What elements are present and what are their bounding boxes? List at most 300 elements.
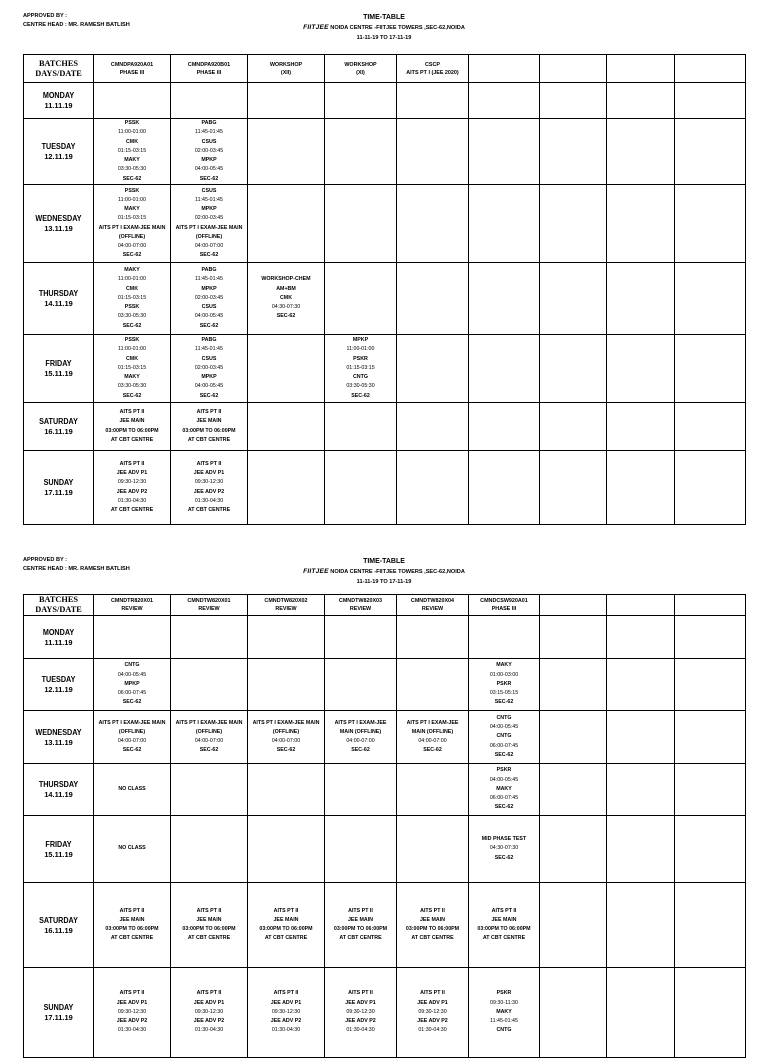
schedule-cell xyxy=(397,403,469,451)
schedule-cell xyxy=(469,185,540,263)
schedule-line: 02:00-03:45 xyxy=(194,364,224,371)
schedule-line: 01:30-04:30 xyxy=(346,1027,375,1034)
schedule-line: AT CBT CENTRE xyxy=(264,935,308,942)
schedule-cell xyxy=(607,451,675,525)
schedule-line: PSKR xyxy=(353,355,368,362)
schedule-line: 01:30-04:30 xyxy=(194,497,224,504)
schedule-line: MPKP xyxy=(352,337,369,344)
schedule-line: SEC-62 xyxy=(122,322,142,329)
schedule-line: 04:00-07:00 xyxy=(271,738,301,744)
schedule-line: 02:00-03:45 xyxy=(194,294,224,301)
batch-header xyxy=(248,595,325,616)
schedule-cell xyxy=(675,83,746,119)
schedule-line: AT CBT CENTRE xyxy=(482,935,526,942)
day-name: FRIDAY xyxy=(45,359,72,368)
schedule-line: CNTG xyxy=(496,1027,512,1034)
schedule-line: (OFFLINE) xyxy=(118,728,146,735)
day-name: SUNDAY xyxy=(43,478,74,487)
day-name: MONDAY xyxy=(42,627,75,637)
schedule-line: 03:30-05:30 xyxy=(117,313,147,320)
schedule-cell xyxy=(469,263,540,335)
schedule-cell xyxy=(397,764,469,816)
schedule-line: 09:30-11:30 xyxy=(490,999,518,1006)
schedule-line: MAKY xyxy=(496,1008,512,1015)
day-date: 16.11.19 xyxy=(44,925,73,935)
batch-phase: (XII) xyxy=(280,69,292,76)
day-date: 15.11.19 xyxy=(44,369,73,378)
schedule-cell xyxy=(607,711,675,764)
schedule-cell xyxy=(325,451,397,525)
schedule-cell xyxy=(397,335,469,403)
schedule-line: JEE ADV P2 xyxy=(270,1018,302,1025)
batch-code: CMNDTR820X01 xyxy=(111,598,153,604)
schedule-cell xyxy=(397,451,469,525)
schedule-cell xyxy=(171,185,248,263)
batch-header xyxy=(248,55,325,83)
day-name: FRIDAY xyxy=(45,839,72,849)
approved-by-label: APPROVED BY : xyxy=(23,557,68,563)
schedule-cell xyxy=(248,659,325,711)
schedule-line: JEE ADV P1 xyxy=(193,999,225,1006)
day-cell xyxy=(24,335,94,403)
schedule-cell xyxy=(325,711,397,764)
schedule-cell xyxy=(248,335,325,403)
schedule-line: SEC-62 xyxy=(423,747,442,754)
schedule-line: JEE MAIN xyxy=(196,916,222,923)
schedule-line: NO CLASS xyxy=(118,845,146,852)
day-name: THURSDAY xyxy=(38,780,79,789)
schedule-line: SEC-62 xyxy=(122,392,142,399)
centre-address: NOIDA CENTRE -FIITJEE TOWERS ,SEC-62,NOIDA xyxy=(330,569,465,575)
schedule-cell xyxy=(171,711,248,764)
batch-code: CMNDTW820X01 xyxy=(187,598,231,604)
schedule-line: AITS PT II xyxy=(196,990,222,997)
schedule-cell xyxy=(675,816,746,883)
day-row xyxy=(24,883,746,968)
schedule-cell xyxy=(248,263,325,335)
day-row xyxy=(24,816,746,883)
schedule-line: AITS PT II xyxy=(119,990,145,997)
schedule-cell xyxy=(540,883,607,968)
days-date-label: DAYS/DATE xyxy=(35,68,82,78)
schedule-cell xyxy=(607,335,675,403)
timetable-header-2 xyxy=(23,556,745,596)
schedule-cell xyxy=(675,263,746,335)
schedule-line: SEC-62 xyxy=(494,804,514,811)
schedule-cell xyxy=(171,616,248,659)
schedule-cell xyxy=(469,968,540,1058)
schedule-line: PSKR xyxy=(496,990,512,997)
day-date: 11.11.19 xyxy=(44,101,73,110)
schedule-line: JEE MAIN xyxy=(196,418,222,425)
schedule-line: AITS PT I EXAM-JEE MAIN xyxy=(252,719,320,726)
schedule-cell xyxy=(325,883,397,968)
day-cell xyxy=(24,968,94,1058)
schedule-line: 04:30-07:30 xyxy=(271,304,301,311)
date-range: 11-11-19 TO 17-11-19 xyxy=(356,579,412,585)
header-row xyxy=(24,595,746,616)
schedule-cell xyxy=(469,816,540,883)
schedule-line: CSUS xyxy=(201,187,217,194)
schedule-line: PABG xyxy=(201,267,217,274)
day-date: 14.11.19 xyxy=(44,790,73,799)
schedule-cell xyxy=(675,185,746,263)
schedule-line: CMK xyxy=(125,355,139,362)
schedule-cell xyxy=(607,185,675,263)
schedule-line: JEE MAIN xyxy=(119,916,145,923)
date-range: 11-11-19 TO 17-11-19 xyxy=(356,35,412,41)
schedule-cell xyxy=(94,816,171,883)
schedule-cell xyxy=(397,711,469,764)
day-cell xyxy=(24,403,94,451)
schedule-line: 04:00-07:00 xyxy=(346,738,375,744)
schedule-cell xyxy=(248,816,325,883)
day-cell xyxy=(24,816,94,883)
day-name: MONDAY xyxy=(42,91,75,100)
schedule-line: 04:00-07:00 xyxy=(194,242,224,249)
day-cell xyxy=(24,764,94,816)
day-name: SATURDAY xyxy=(39,915,78,925)
schedule-cell xyxy=(607,119,675,185)
schedule-cell xyxy=(469,83,540,119)
schedule-cell xyxy=(94,403,171,451)
schedule-line: JEE MAIN xyxy=(491,916,517,923)
day-name: SATURDAY xyxy=(39,417,78,426)
schedule-cell xyxy=(675,403,746,451)
day-row xyxy=(24,403,746,451)
day-cell xyxy=(24,616,94,659)
batch-header xyxy=(540,595,607,616)
schedule-line: MAKY xyxy=(124,374,140,381)
schedule-line: 01:00-03:00 xyxy=(489,671,519,678)
schedule-line: PABG xyxy=(201,337,217,344)
schedule-line: SEC-62 xyxy=(199,252,219,259)
day-name: WEDNESDAY xyxy=(35,727,82,737)
schedule-line: AT CBT CENTRE xyxy=(411,935,454,942)
schedule-line: SEC-62 xyxy=(494,699,514,706)
schedule-cell xyxy=(397,119,469,185)
schedule-cell xyxy=(94,968,171,1058)
schedule-cell xyxy=(94,711,171,764)
schedule-line: SEC-62 xyxy=(199,747,219,754)
day-cell xyxy=(24,83,94,119)
schedule-line: 02:00-03:45 xyxy=(194,147,224,154)
approved-by-label: APPROVED BY : xyxy=(23,13,68,19)
batch-header xyxy=(325,55,397,83)
day-row xyxy=(24,451,746,525)
day-date: 15.11.19 xyxy=(44,849,73,859)
schedule-cell xyxy=(540,451,607,525)
schedule-line: SEC-62 xyxy=(276,747,296,754)
day-date: 14.11.19 xyxy=(44,299,73,308)
batch-header xyxy=(675,595,746,616)
day-name: SUNDAY xyxy=(43,1003,74,1012)
schedule-line: AITS PT II xyxy=(196,907,222,914)
schedule-cell xyxy=(607,263,675,335)
schedule-cell xyxy=(248,119,325,185)
schedule-line: SEC-62 xyxy=(122,175,142,182)
schedule-line: CMK xyxy=(279,294,293,301)
batch-header xyxy=(325,595,397,616)
schedule-cell xyxy=(540,616,607,659)
schedule-cell xyxy=(248,403,325,451)
day-name: TUESDAY xyxy=(41,675,76,684)
schedule-cell xyxy=(397,883,469,968)
schedule-line: 03:00PM TO 06:00PM xyxy=(259,926,313,932)
schedule-line: 01:15-03:15 xyxy=(117,294,147,301)
centre-head-label: CENTRE HEAD : MR. RAMESH BATLISH xyxy=(23,566,130,572)
schedule-line: 03:00PM TO 06:00PM xyxy=(182,427,236,434)
schedule-cell xyxy=(607,616,675,659)
schedule-line: CNTG xyxy=(352,374,368,381)
schedule-line: MAKY xyxy=(124,267,140,274)
schedule-line: SEC-62 xyxy=(199,392,219,399)
schedule-line: MAKY xyxy=(496,785,512,792)
schedule-line: SEC-62 xyxy=(351,747,370,754)
schedule-line: CNTG xyxy=(124,662,140,669)
day-cell xyxy=(24,185,94,263)
schedule-line: (OFFLINE) xyxy=(118,233,146,240)
schedule-line: 01:15-03:15 xyxy=(117,147,147,154)
schedule-line: 04:00-05:45 xyxy=(194,313,224,320)
schedule-cell xyxy=(325,968,397,1058)
schedule-line: SEC-62 xyxy=(494,751,514,758)
batch-header xyxy=(540,55,607,83)
schedule-line: 04:00-05:45 xyxy=(489,724,519,731)
schedule-line: 04:00-05:45 xyxy=(489,776,519,783)
batch-header xyxy=(607,55,675,83)
schedule-line: JEE ADV P1 xyxy=(193,470,225,477)
schedule-line: AITS PT II xyxy=(119,907,145,914)
schedule-cell xyxy=(94,83,171,119)
schedule-line: AT CBT CENTRE xyxy=(187,935,231,942)
schedule-line: 01:30-04:30 xyxy=(418,1027,447,1034)
schedule-cell xyxy=(171,764,248,816)
batch-phase: PHASE III xyxy=(491,606,517,612)
schedule-line: SEC-62 xyxy=(122,699,142,706)
schedule-line: PABG xyxy=(201,120,217,127)
batch-code: CMNDPA920B01 xyxy=(187,61,231,68)
day-cell xyxy=(24,883,94,968)
schedule-cell xyxy=(607,659,675,711)
day-name: TUESDAY xyxy=(41,142,76,151)
day-row xyxy=(24,616,746,659)
schedule-line: 09:30-12:30 xyxy=(194,479,224,486)
schedule-cell xyxy=(94,616,171,659)
days-date-label: DAYS/DATE xyxy=(35,605,82,614)
schedule-cell xyxy=(171,263,248,335)
schedule-line: 01:15-03:15 xyxy=(117,364,147,371)
schedule-line: 09:30-12:30 xyxy=(194,1008,224,1015)
schedule-line: AITS PT II xyxy=(273,990,299,997)
schedule-cell xyxy=(248,616,325,659)
schedule-line: AITS PT I EXAM-JEE MAIN xyxy=(98,224,166,231)
schedule-line: AT CBT CENTRE xyxy=(110,436,154,443)
schedule-line: 09:30-12:30 xyxy=(117,1008,147,1015)
day-row xyxy=(24,119,746,185)
batch-header xyxy=(607,595,675,616)
schedule-line: AT CBT CENTRE xyxy=(339,935,382,942)
schedule-line: AITS PT II xyxy=(420,990,445,997)
schedule-line: AITS PT II xyxy=(273,907,299,914)
schedule-line: JEE ADV P2 xyxy=(116,488,148,495)
batch-phase: PHASE III xyxy=(119,69,145,76)
schedule-cell xyxy=(325,335,397,403)
day-name: THURSDAY xyxy=(38,289,79,298)
batch-header xyxy=(397,595,469,616)
schedule-line: 03:15-05:15 xyxy=(489,690,519,697)
batch-header xyxy=(171,595,248,616)
schedule-line: 11:00-01:00 xyxy=(118,129,146,136)
fiitjee-logo: FIITJEE xyxy=(303,568,329,575)
batches-days-corner xyxy=(24,55,94,83)
schedule-line: 03:00PM TO 06:00PM xyxy=(105,926,159,932)
schedule-line: SEC-62 xyxy=(199,175,219,182)
schedule-cell xyxy=(248,883,325,968)
batch-header xyxy=(171,55,248,83)
schedule-cell xyxy=(607,403,675,451)
schedule-cell xyxy=(675,764,746,816)
schedule-line: AITS PT II xyxy=(196,409,222,416)
schedule-line: JEE ADV P1 xyxy=(116,470,148,477)
schedule-line: 03:00PM TO 06:00PM xyxy=(477,926,531,932)
schedule-line: SEC-62 xyxy=(199,322,219,329)
schedule-line: SEC-62 xyxy=(122,252,142,259)
schedule-line: 06:00-07:45 xyxy=(117,690,147,697)
schedule-line: AITS PT I EXAM-JEE MAIN xyxy=(175,719,243,726)
schedule-cell xyxy=(325,764,397,816)
schedule-line: 03:30-05:30 xyxy=(346,383,375,390)
schedule-line: (OFFLINE) xyxy=(272,728,300,735)
batch-code: CMNDCSW920A01 xyxy=(480,598,528,604)
day-row xyxy=(24,83,746,119)
schedule-cell xyxy=(469,659,540,711)
schedule-line: CSUS xyxy=(201,355,217,362)
schedule-line: WORKSHOP-CHEM xyxy=(261,276,311,283)
schedule-line: AM+BM xyxy=(276,285,296,292)
batch-code: WORKSHOP xyxy=(269,61,303,68)
day-row xyxy=(24,659,746,711)
timetable-title: TIME-TABLE xyxy=(363,558,405,565)
schedule-line: AITS PT I EXAM-JEE xyxy=(406,719,459,726)
timetable-header-1 xyxy=(23,12,745,52)
day-cell xyxy=(24,263,94,335)
schedule-line: AITS PT I EXAM-JEE xyxy=(334,719,387,726)
schedule-line: MPKP xyxy=(201,374,217,381)
schedule-line: 06:00-07:45 xyxy=(489,742,519,749)
schedule-line: JEE MAIN xyxy=(119,418,145,425)
schedule-line: 09:30-12:30 xyxy=(117,479,147,486)
schedule-line: 04:00-07:00 xyxy=(418,738,447,744)
schedule-line: 11:45-01:45 xyxy=(195,276,223,283)
schedule-line: SEC-62 xyxy=(351,392,370,399)
schedule-line: 04:00-07:00 xyxy=(194,738,224,744)
schedule-line: MAKY xyxy=(124,206,140,213)
schedule-cell xyxy=(540,119,607,185)
schedule-line: NO CLASS xyxy=(118,785,146,792)
batch-code: CMNDTW820X02 xyxy=(264,598,308,604)
title-block xyxy=(23,556,745,587)
batch-phase: AITS PT I (JEE 2020) xyxy=(406,69,459,76)
batch-code: CMNDPA920A01 xyxy=(110,61,154,68)
schedule-line: SEC-62 xyxy=(122,747,142,754)
schedule-line: 03:00PM TO 06:00PM xyxy=(333,926,388,932)
schedule-line: JEE ADV P1 xyxy=(345,999,376,1006)
schedule-cell xyxy=(675,335,746,403)
schedule-line: AT CBT CENTRE xyxy=(110,935,154,942)
schedule-cell xyxy=(540,968,607,1058)
schedule-cell xyxy=(325,616,397,659)
schedule-cell xyxy=(171,816,248,883)
schedule-cell xyxy=(397,83,469,119)
schedule-cell xyxy=(469,119,540,185)
schedule-line: JEE ADV P2 xyxy=(116,1018,148,1025)
schedule-line: CSUS xyxy=(201,304,217,311)
day-cell xyxy=(24,659,94,711)
schedule-cell xyxy=(248,451,325,525)
schedule-cell xyxy=(171,883,248,968)
schedule-line: AITS PT II xyxy=(420,907,445,914)
batches-label: BATCHES xyxy=(38,58,79,68)
schedule-line: 04:30-07:30 xyxy=(489,845,519,852)
batch-code: CSCP xyxy=(425,61,440,68)
timetable-grid-1 xyxy=(23,54,746,525)
schedule-line: 01:30-04:30 xyxy=(271,1027,301,1034)
schedule-line: 03:00PM TO 06:00PM xyxy=(105,427,159,434)
schedule-line: JEE ADV P2 xyxy=(345,1018,376,1025)
schedule-line: 06:00-07:45 xyxy=(489,795,519,802)
schedule-cell xyxy=(607,83,675,119)
schedule-line: PSSK xyxy=(124,337,140,344)
schedule-cell xyxy=(171,403,248,451)
schedule-line: 02:00-03:45 xyxy=(194,215,224,222)
centre-line xyxy=(23,23,745,33)
schedule-line: PSKR xyxy=(496,767,512,774)
schedule-cell xyxy=(469,616,540,659)
schedule-cell xyxy=(171,451,248,525)
day-row xyxy=(24,335,746,403)
schedule-cell xyxy=(540,83,607,119)
batch-phase: REVIEW xyxy=(275,606,297,612)
schedule-cell xyxy=(171,119,248,185)
schedule-line: 11:45-01:45 xyxy=(195,196,223,203)
schedule-line: AITS PT II xyxy=(348,907,373,914)
schedule-line: 04:00-05:45 xyxy=(194,166,224,173)
schedule-cell xyxy=(469,403,540,451)
schedule-line: MAIN (OFFLINE) xyxy=(339,728,382,735)
schedule-cell xyxy=(469,764,540,816)
schedule-line: MID PHASE TEST xyxy=(481,836,527,843)
schedule-cell xyxy=(171,968,248,1058)
day-row xyxy=(24,263,746,335)
schedule-cell xyxy=(540,335,607,403)
schedule-line: AITS PT II xyxy=(196,460,222,467)
timetable-grid-2 xyxy=(23,594,746,1058)
schedule-line: 11:00-01:00 xyxy=(118,346,146,353)
title-block xyxy=(23,12,745,43)
day-name: WEDNESDAY xyxy=(35,214,82,223)
schedule-cell xyxy=(171,335,248,403)
schedule-cell xyxy=(540,764,607,816)
schedule-cell xyxy=(397,263,469,335)
day-cell xyxy=(24,451,94,525)
schedule-cell xyxy=(540,263,607,335)
schedule-cell xyxy=(540,403,607,451)
day-date: 13.11.19 xyxy=(44,737,73,747)
schedule-line: 03:30-05:30 xyxy=(117,166,147,173)
schedule-line: AITS PT II xyxy=(119,409,145,416)
schedule-line: AITS PT I EXAM-JEE MAIN xyxy=(98,719,166,726)
